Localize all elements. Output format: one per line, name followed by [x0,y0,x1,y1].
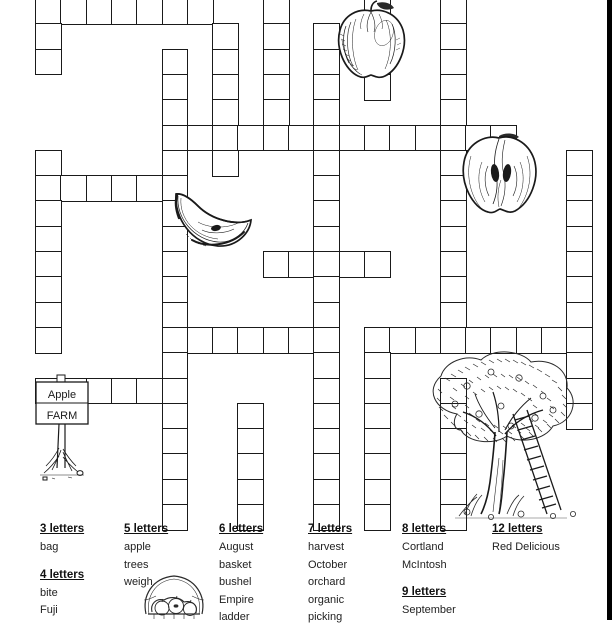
crossword-cell[interactable] [162,327,189,354]
crossword-cell[interactable] [566,302,593,329]
word-bank-group [124,522,168,592]
crossword-cell[interactable] [440,0,467,25]
crossword-cell[interactable] [60,0,87,25]
crossword-cell[interactable] [187,125,214,152]
crossword-cell[interactable] [60,175,87,202]
crossword-cell[interactable] [440,226,467,253]
word-bank-heading: 9 letters [402,586,447,598]
crossword-cell[interactable] [263,251,290,278]
crossword-cell[interactable] [313,99,340,126]
crossword-cell[interactable] [339,125,366,152]
crossword-cell[interactable] [566,276,593,303]
crossword-cell[interactable] [440,302,467,329]
word-bank-word[interactable]: Red Delicious [492,541,560,553]
crossword-cell[interactable] [35,200,62,227]
word-bank-group [402,585,456,620]
crossword-cell[interactable] [162,150,189,177]
crossword-cell[interactable] [162,99,189,126]
crossword-cell[interactable] [313,378,340,405]
crossword-cell[interactable] [263,327,290,354]
crossword-cell[interactable] [364,352,391,379]
word-bank-heading: 8 letters [402,523,447,535]
crossword-cell[interactable] [313,226,340,253]
crossword-cell[interactable] [313,479,340,506]
word-bank-group [492,522,560,557]
crossword-cell[interactable] [162,378,189,405]
crossword-cell[interactable] [364,327,391,354]
word-bank-word[interactable]: October [308,558,348,571]
crossword-cell[interactable] [364,378,391,405]
word-bank-heading: 5 letters [124,523,169,535]
crossword-cell[interactable] [364,251,391,278]
crossword-cell[interactable] [566,175,593,202]
crossword-cell[interactable] [86,175,113,202]
word-bank-word[interactable]: September [402,604,456,616]
word-bank-word[interactable]: bite [40,586,58,599]
crossword-cell[interactable] [187,327,214,354]
word-bank-column [124,522,168,594]
crossword-cell[interactable] [339,251,366,278]
word-bank-word[interactable]: apple [124,541,151,553]
crossword-cell[interactable] [440,49,467,76]
crossword-cell[interactable] [288,251,315,278]
crossword-cell[interactable] [313,125,340,152]
word-bank-word[interactable]: picking [308,611,343,623]
crossword-cell[interactable] [313,200,340,227]
crossword-cell[interactable] [212,327,239,354]
crossword-cell[interactable] [162,453,189,480]
word-bank-word[interactable]: bag [40,541,59,553]
crossword-cell[interactable] [313,403,340,430]
word-bank-heading: 6 letters [219,523,264,535]
crossword-cell[interactable] [263,74,290,101]
crossword-cell[interactable] [162,352,189,379]
crossword-cell[interactable] [288,327,315,354]
crossword-cell[interactable] [389,125,416,152]
word-bank-word[interactable]: August [219,541,254,553]
crossword-cell[interactable] [212,125,239,152]
word-bank-word[interactable]: Cortland [402,541,444,553]
crossword-cell[interactable] [237,428,264,455]
word-bank-word[interactable]: bushel [219,576,252,588]
crossword-cell[interactable] [162,251,189,278]
whole-apple-illustration [322,0,420,80]
word-bank-heading: 4 letters [40,568,85,581]
crossword-cell[interactable] [162,276,189,303]
crossword-cell[interactable] [35,327,62,354]
word-bank-group [40,568,84,620]
crossword-cell[interactable] [212,49,239,76]
crossword-cell[interactable] [212,150,239,177]
crossword-cell[interactable] [237,453,264,480]
apple-slice-illustration [172,182,254,254]
word-bank-word[interactable]: orchard [308,576,346,588]
crossword-cell[interactable] [35,49,62,76]
crossword-cell[interactable] [440,99,467,126]
crossword-cell[interactable] [136,0,163,25]
crossword-cell[interactable] [35,175,62,202]
crossword-cell[interactable] [35,302,62,329]
crossword-cell[interactable] [162,302,189,329]
crossword-cell[interactable] [162,428,189,455]
crossword-cell[interactable] [162,49,189,76]
crossword-cell[interactable] [440,276,467,303]
svg-text:Apple: Apple [47,389,77,401]
word-bank-spacer [40,559,84,568]
crossword-cell[interactable] [35,251,62,278]
crossword-cell[interactable] [111,175,138,202]
crossword-cell[interactable] [364,428,391,455]
word-bank-word[interactable]: weigh [124,576,153,588]
crossword-cell[interactable] [566,200,593,227]
crossword-cell[interactable] [566,226,593,253]
crossword-cell[interactable] [313,327,340,354]
crossword-cell[interactable] [313,276,340,303]
word-bank-group [40,522,84,557]
crossword-cell[interactable] [162,74,189,101]
crossword-cell[interactable] [440,74,467,101]
word-bank-heading: 7 letters [308,523,353,535]
crossword-cell[interactable] [162,125,189,152]
crossword-cell[interactable] [313,428,340,455]
crossword-cell[interactable] [111,378,138,405]
crossword-cell[interactable] [35,276,62,303]
crossword-cell[interactable] [313,251,340,278]
word-bank-spacer [402,576,456,585]
crossword-cell[interactable] [364,403,391,430]
word-bank-word[interactable]: ladder [219,611,250,623]
crossword-cell[interactable] [440,251,467,278]
crossword-cell[interactable] [35,150,62,177]
word-bank-group [219,522,263,627]
crossword-cell[interactable] [86,0,113,25]
word-bank-word[interactable]: organic [308,593,345,606]
crossword-cell[interactable] [364,479,391,506]
word-bank-column [492,522,560,559]
crossword-cell[interactable] [364,125,391,152]
crossword-cell[interactable] [263,49,290,76]
word-bank [0,522,612,623]
crossword-cell[interactable] [212,99,239,126]
word-bank-heading: 3 letters [40,523,85,535]
crossword-cell[interactable] [212,74,239,101]
word-bank-heading: 12 letters [492,523,543,535]
crossword-cell[interactable] [237,403,264,430]
crossword-cell[interactable] [566,150,593,177]
crossword-cell[interactable] [35,0,62,25]
crossword-cell[interactable] [162,479,189,506]
word-bank-column [40,522,84,622]
word-bank-word[interactable]: Empire [219,593,254,606]
crossword-cell[interactable] [237,327,264,354]
apple-farm-sign-illustration [32,374,94,486]
crossword-cell[interactable] [212,23,239,50]
crossword-cell[interactable] [263,23,290,50]
crossword-cell[interactable] [263,0,290,25]
crossword-cell[interactable] [263,99,290,126]
crossword-cell[interactable] [187,0,214,25]
crossword-cell[interactable] [263,125,290,152]
word-bank-word[interactable]: Fuji [40,604,58,616]
word-bank-column [219,522,263,629]
crossword-cell[interactable] [313,453,340,480]
crossword-cell[interactable] [111,0,138,25]
crossword-cell[interactable] [35,226,62,253]
crossword-cell[interactable] [35,23,62,50]
crossword-cell[interactable] [237,125,264,152]
crossword-cell[interactable] [313,150,340,177]
apple-tree-with-ladder-illustration [395,348,585,520]
crossword-cell[interactable] [415,125,442,152]
crossword-cell[interactable] [162,0,189,25]
word-bank-word[interactable]: basket [219,558,252,571]
crossword-cell[interactable] [566,251,593,278]
word-bank-column [402,522,456,622]
apple-half-illustration [455,128,545,218]
word-bank-word[interactable]: McIntosh [402,558,447,571]
crossword-cell[interactable] [162,403,189,430]
word-bank-word[interactable]: harvest [308,541,345,553]
crossword-cell[interactable] [364,453,391,480]
crossword-cell[interactable] [313,302,340,329]
crossword-cell[interactable] [313,352,340,379]
crossword-cell[interactable] [288,125,315,152]
word-bank-group [308,522,352,627]
crossword-cell[interactable] [136,175,163,202]
crossword-cell[interactable] [237,479,264,506]
word-bank-word[interactable]: trees [124,558,149,571]
svg-text:FARM: FARM [46,410,78,422]
crossword-cell[interactable] [136,378,163,405]
crossword-cell[interactable] [313,175,340,202]
right-edge-band [607,0,612,620]
word-bank-column [308,522,352,629]
word-bank-group [402,522,456,574]
crossword-cell[interactable] [440,23,467,50]
